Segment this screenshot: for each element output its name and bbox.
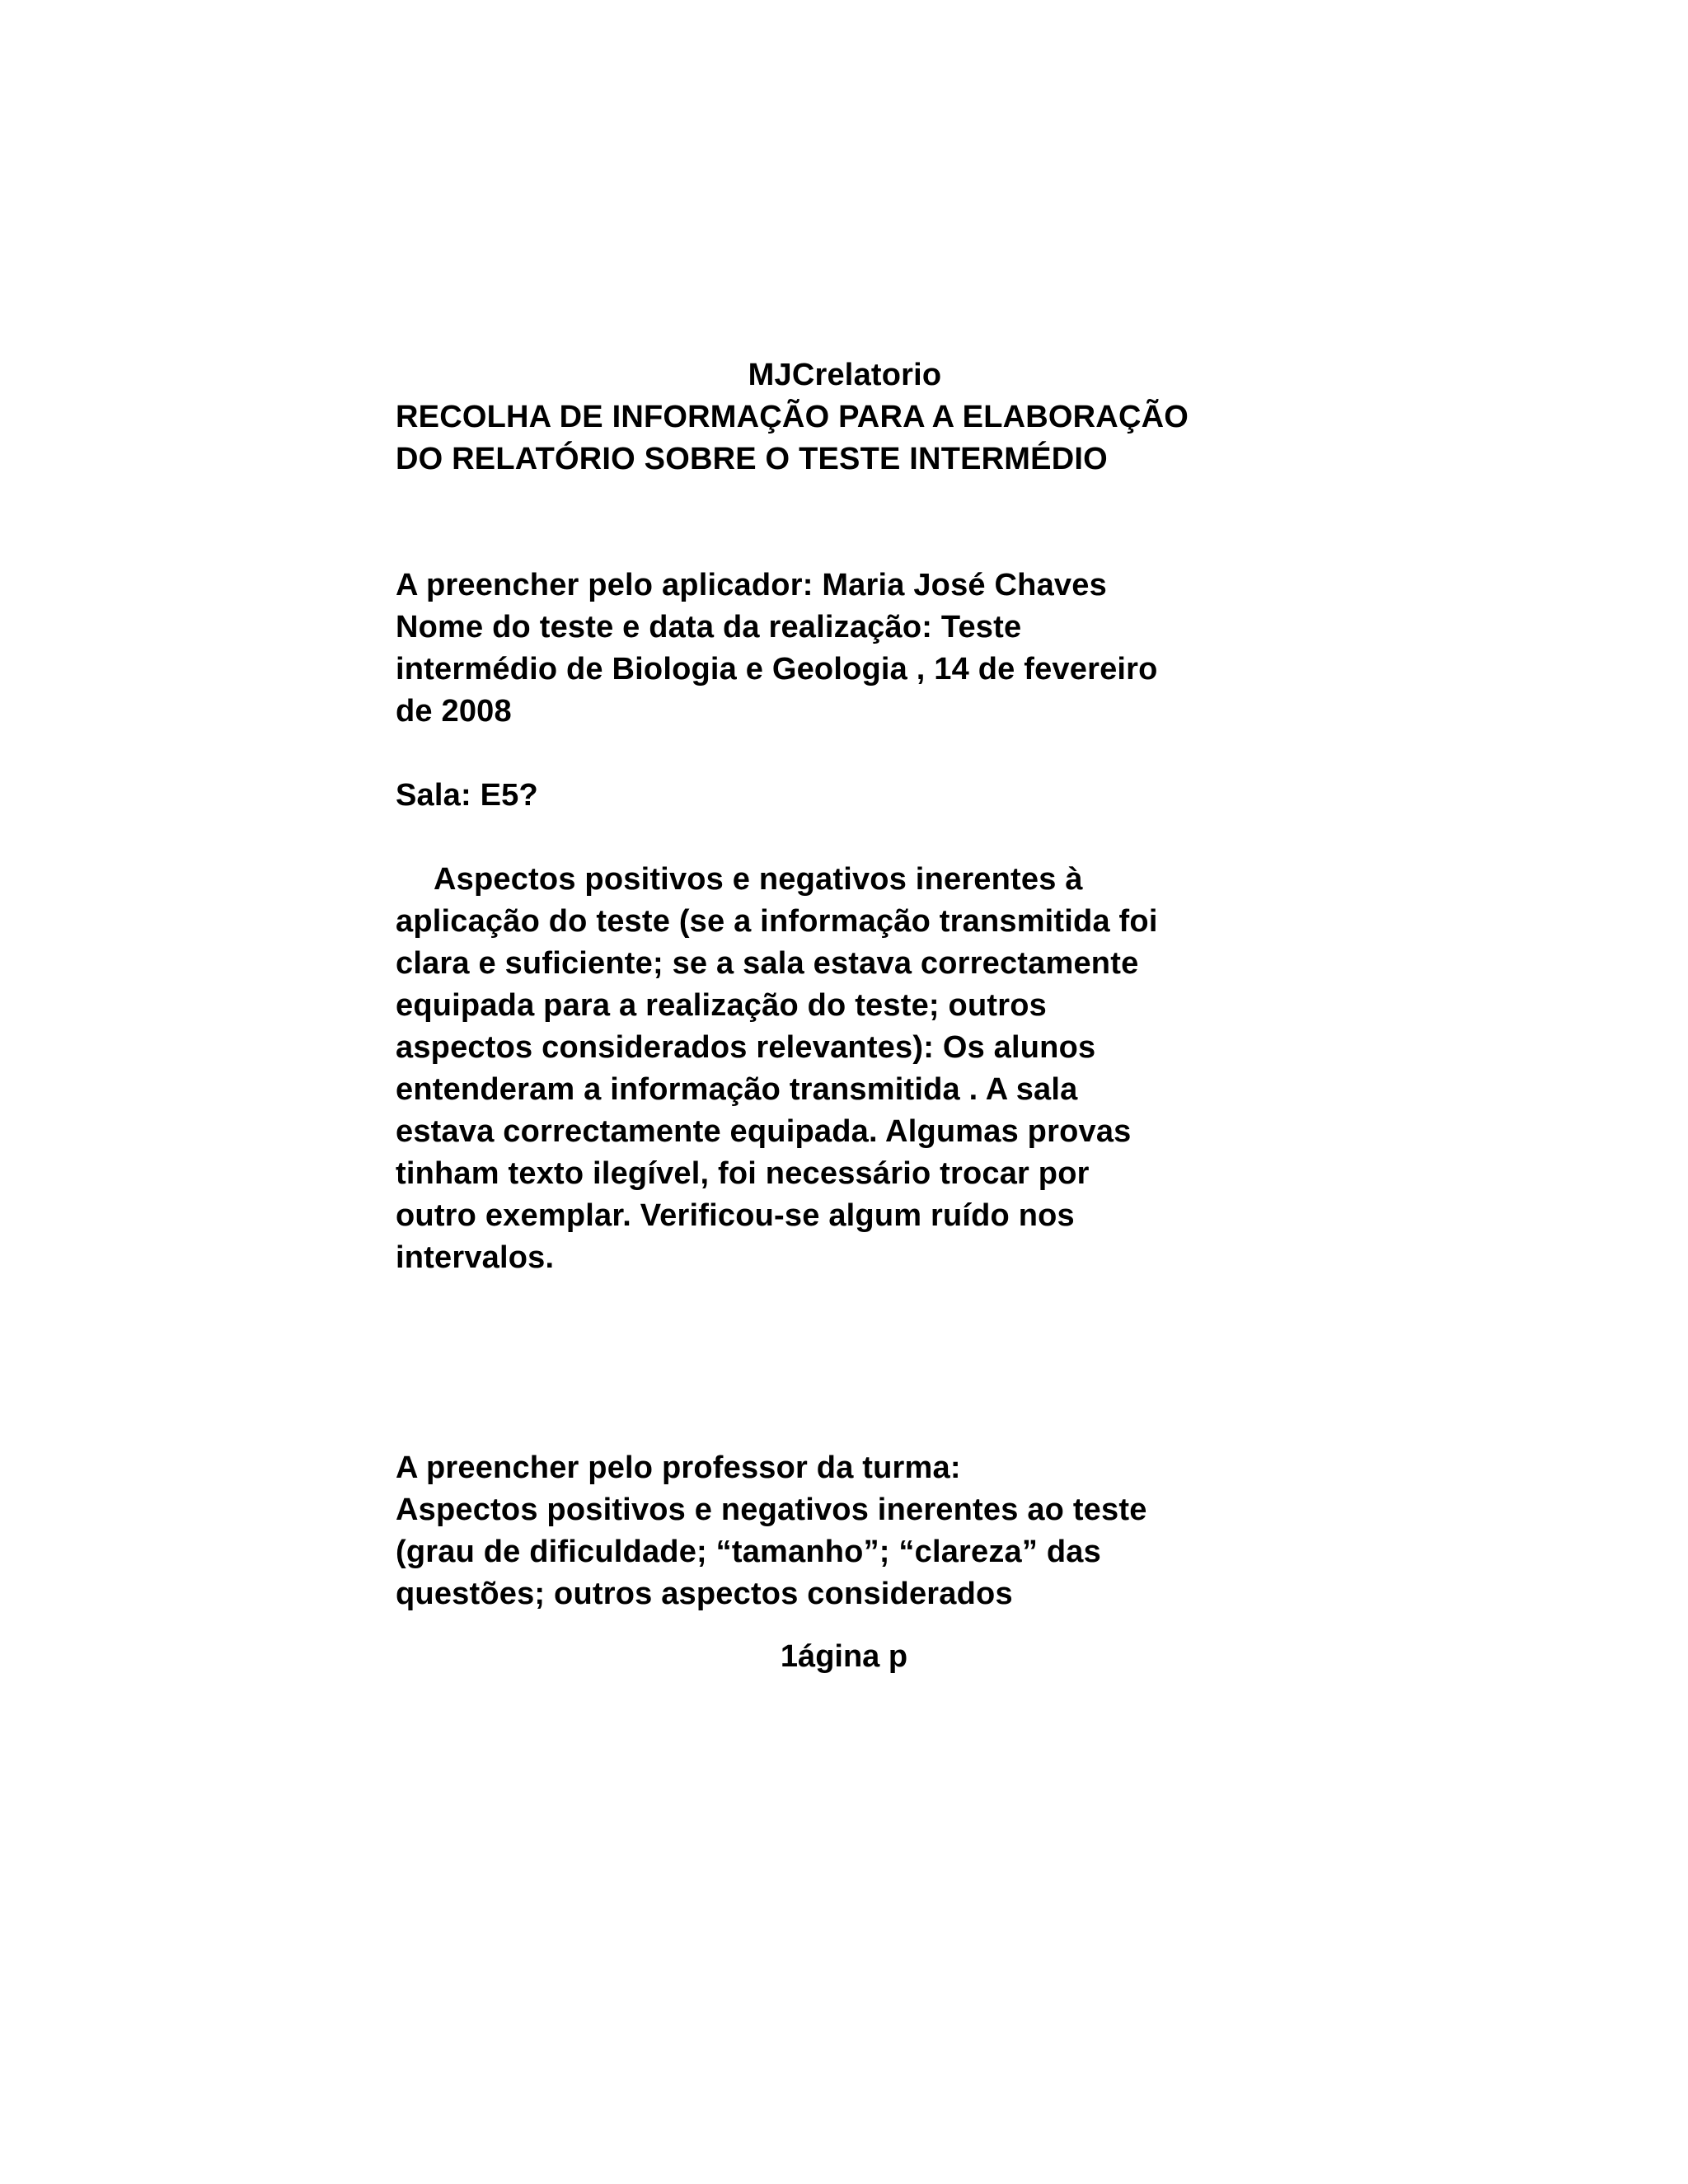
room-line: Sala: E5? <box>396 778 538 813</box>
aspects-application-line: aplicação do teste (se a informação transmitida foi <box>396 904 1158 939</box>
document-name: MJCrelatorio <box>748 358 942 392</box>
aspects-application-line: aspectos considerados relevantes): Os alunos <box>396 1030 1096 1065</box>
applicator-line: A preencher pelo aplicador: Maria José Chaves <box>396 568 1107 602</box>
spacer <box>396 817 1294 859</box>
test-name-line-1: Nome do teste e data da realização: Teste <box>396 610 1022 644</box>
page-footer: 1ágina p <box>780 1639 908 1674</box>
aspects-application-line: Aspectos positivos e negativos inerentes à <box>434 862 1083 897</box>
test-name-line-3: de 2008 <box>396 694 512 729</box>
spacer <box>396 733 1294 775</box>
aspects-application-line: estava correctamente equipada. Algumas provas <box>396 1114 1132 1149</box>
aspects-test-line: questões; outros aspectos considerados <box>396 1577 1013 1611</box>
aspects-application-line: intervalos. <box>396 1240 555 1275</box>
teacher-line: A preencher pelo professor da turma: <box>396 1451 961 1485</box>
spacer <box>396 1279 1294 1447</box>
aspects-application-line: clara e suficiente; se a sala estava correctamente <box>396 946 1139 981</box>
aspects-application-line: entenderam a informação transmitida . A sala <box>396 1072 1078 1107</box>
aspects-application-line: equipada para a realização do teste; outros <box>396 988 1047 1023</box>
aspects-application-line: outro exemplar. Verificou-se algum ruído nos <box>396 1198 1075 1233</box>
document-title-line-1: RECOLHA DE INFORMAÇÃO PARA A ELABORAÇÃO <box>396 400 1189 434</box>
aspects-test-line: (grau de dificuldade; “tamanho”; “clareza” das <box>396 1535 1101 1569</box>
aspects-application-line: tinham texto ilegível, foi necessário trocar por <box>396 1156 1090 1191</box>
spacer <box>396 480 1294 565</box>
document-content <box>396 354 1294 1615</box>
test-name-line-2: intermédio de Biologia e Geologia , 14 de fevereiro <box>396 652 1158 687</box>
aspects-test-line: Aspectos positivos e negativos inerentes ao teste <box>396 1493 1147 1527</box>
document-title-line-2: DO RELATÓRIO SOBRE O TESTE INTERMÉDIO <box>396 442 1108 476</box>
